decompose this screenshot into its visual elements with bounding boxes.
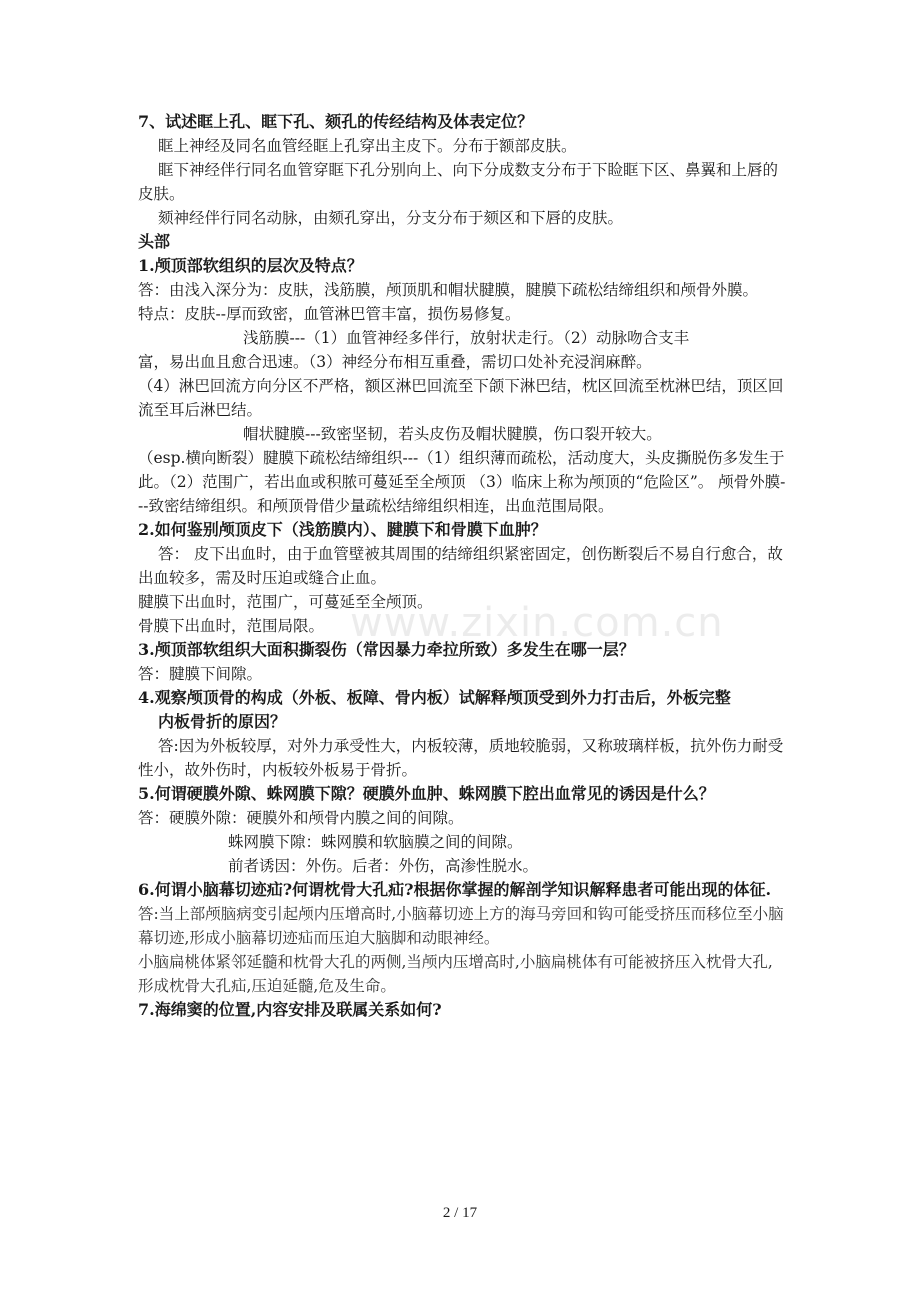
paragraph: 腱膜下出血时，范围广，可蔓延至全颅顶。: [138, 593, 433, 611]
paragraph: （esp.横向断裂）腱膜下疏松结缔组织---（1）组织薄而疏松，活动度大，头皮撕脱伤多发生于此。（2）范围广，若出血或积脓可蔓延至全颅顶 （3）临床上称为颅顶的“危险区”。 颅骨外膜---致密结缔组织。和颅顶骨借少量疏松结缔组织相连，出血范围局限。: [138, 449, 786, 515]
question-heading: 7.海绵窦的位置,内容安排及联属关系如何?: [138, 1000, 442, 1019]
paragraph: 小脑扁桃体紧邻延髓和枕骨大孔的两侧,当颅内压增高时,小脑扁桃体有可能被挤压入枕骨大孔,形成枕骨大孔疝,压迫延髓,危及生命。: [138, 953, 773, 995]
paragraph: 前者诱因：外伤。后者：外伤，高渗性脱水。: [228, 857, 539, 875]
question-heading: 2.如何鉴别颅顶皮下（浅筋膜内）、腱膜下和骨膜下血肿？: [138, 520, 547, 539]
page-number: 2: [442, 1205, 451, 1221]
paragraph: 富，易出血且愈合迅速。（3）神经分布相互重叠，需切口处补充浸润麻醉。: [138, 353, 652, 371]
paragraph: （4）淋巴回流方向分区不严格，额区淋巴回流至下颌下淋巴结，枕区回流至枕淋巴结，顶区回流至耳后淋巴结。: [138, 377, 784, 419]
paragraph: 特点：皮肤--厚而致密，血管淋巴管丰富，损伤易修复。: [138, 305, 521, 323]
paragraph: 蛛网膜下隙：蛛网膜和软脑膜之间的间隙。: [228, 833, 523, 851]
question-heading: 头部: [138, 232, 171, 251]
paragraph: 颏神经伴行同名动脉，由颏孔穿出，分支分布于颏区和下唇的皮肤。: [158, 209, 624, 227]
paragraph: 答：硬膜外隙：硬膜外和颅骨内膜之间的间隙。: [138, 809, 464, 827]
paragraph: 答:当上部颅脑病变引起颅内压增高时,小脑幕切迹上方的海马旁回和钩可能受挤压而移位至小脑幕切迹,形成小脑幕切迹疝而压迫大脑脚和动眼神经。: [138, 905, 784, 947]
page-separator: /: [450, 1205, 463, 1221]
paragraph: 答：腱膜下间隙。: [138, 665, 263, 683]
paragraph: 眶下神经伴行同名血管穿眶下孔分别向上、向下分成数支分布于下睑眶下区、鼻翼和上唇的皮肤。: [138, 161, 779, 203]
paragraph: 答： 皮下出血时，由于血管壁被其周围的结缔组织紧密固定，创伤断裂后不易自行愈合，故出血较多，需及时压迫或缝合止血。: [138, 545, 783, 587]
watermark: www.zixin.com.cn: [350, 600, 724, 646]
question-heading: 5.何谓硬膜外隙、蛛网膜下隙？硬膜外血肿、蛛网膜下腔出血常见的诱因是什么？: [138, 784, 715, 803]
paragraph: 浅筋膜---（1）血管神经多伴行，放射状走行。（2）动脉吻合支丰: [243, 329, 690, 347]
question-heading: 内板骨折的原因？: [158, 712, 287, 731]
question-heading: 4.观察颅顶骨的构成（外板、板障、骨内板）试解释颅顶受到外力打击后，外板完整: [138, 688, 731, 707]
paragraph: 答:因为外板较厚，对外力承受性大，内板较薄，质地较脆弱，又称玻璃样板，抗外伤力耐受性小，故外伤时，内板较外板易于骨折。: [138, 737, 784, 779]
page-footer: [0, 1205, 920, 1222]
paragraph: 帽状腱膜---致密坚韧，若头皮伤及帽状腱膜，伤口裂开较大。: [243, 425, 662, 443]
page-total: 17: [462, 1205, 478, 1221]
question-heading: 6.何谓小脑幕切迹疝?何谓枕骨大孔疝?根据你掌握的解剖学知识解释患者可能出现的体征.: [138, 880, 772, 899]
paragraph: 眶上神经及同名血管经眶上孔穿出主皮下。分布于额部皮肤。: [158, 137, 577, 155]
question-heading: 7、试述眶上孔、眶下孔、颏孔的传经结构及体表定位？: [138, 112, 534, 131]
question-heading: 3.颅顶部软组织大面积撕裂伤（常因暴力牵拉所致）多发生在哪一层？: [138, 640, 635, 659]
paragraph: 骨膜下出血时，范围局限。: [138, 617, 325, 635]
document-body: [138, 110, 788, 1022]
paragraph: 答：由浅入深分为：皮肤，浅筋膜，颅顶肌和帽状腱膜，腱膜下疏松结缔组织和颅骨外膜。: [138, 281, 759, 299]
question-heading: 1.颅顶部软组织的层次及特点？: [138, 256, 363, 275]
